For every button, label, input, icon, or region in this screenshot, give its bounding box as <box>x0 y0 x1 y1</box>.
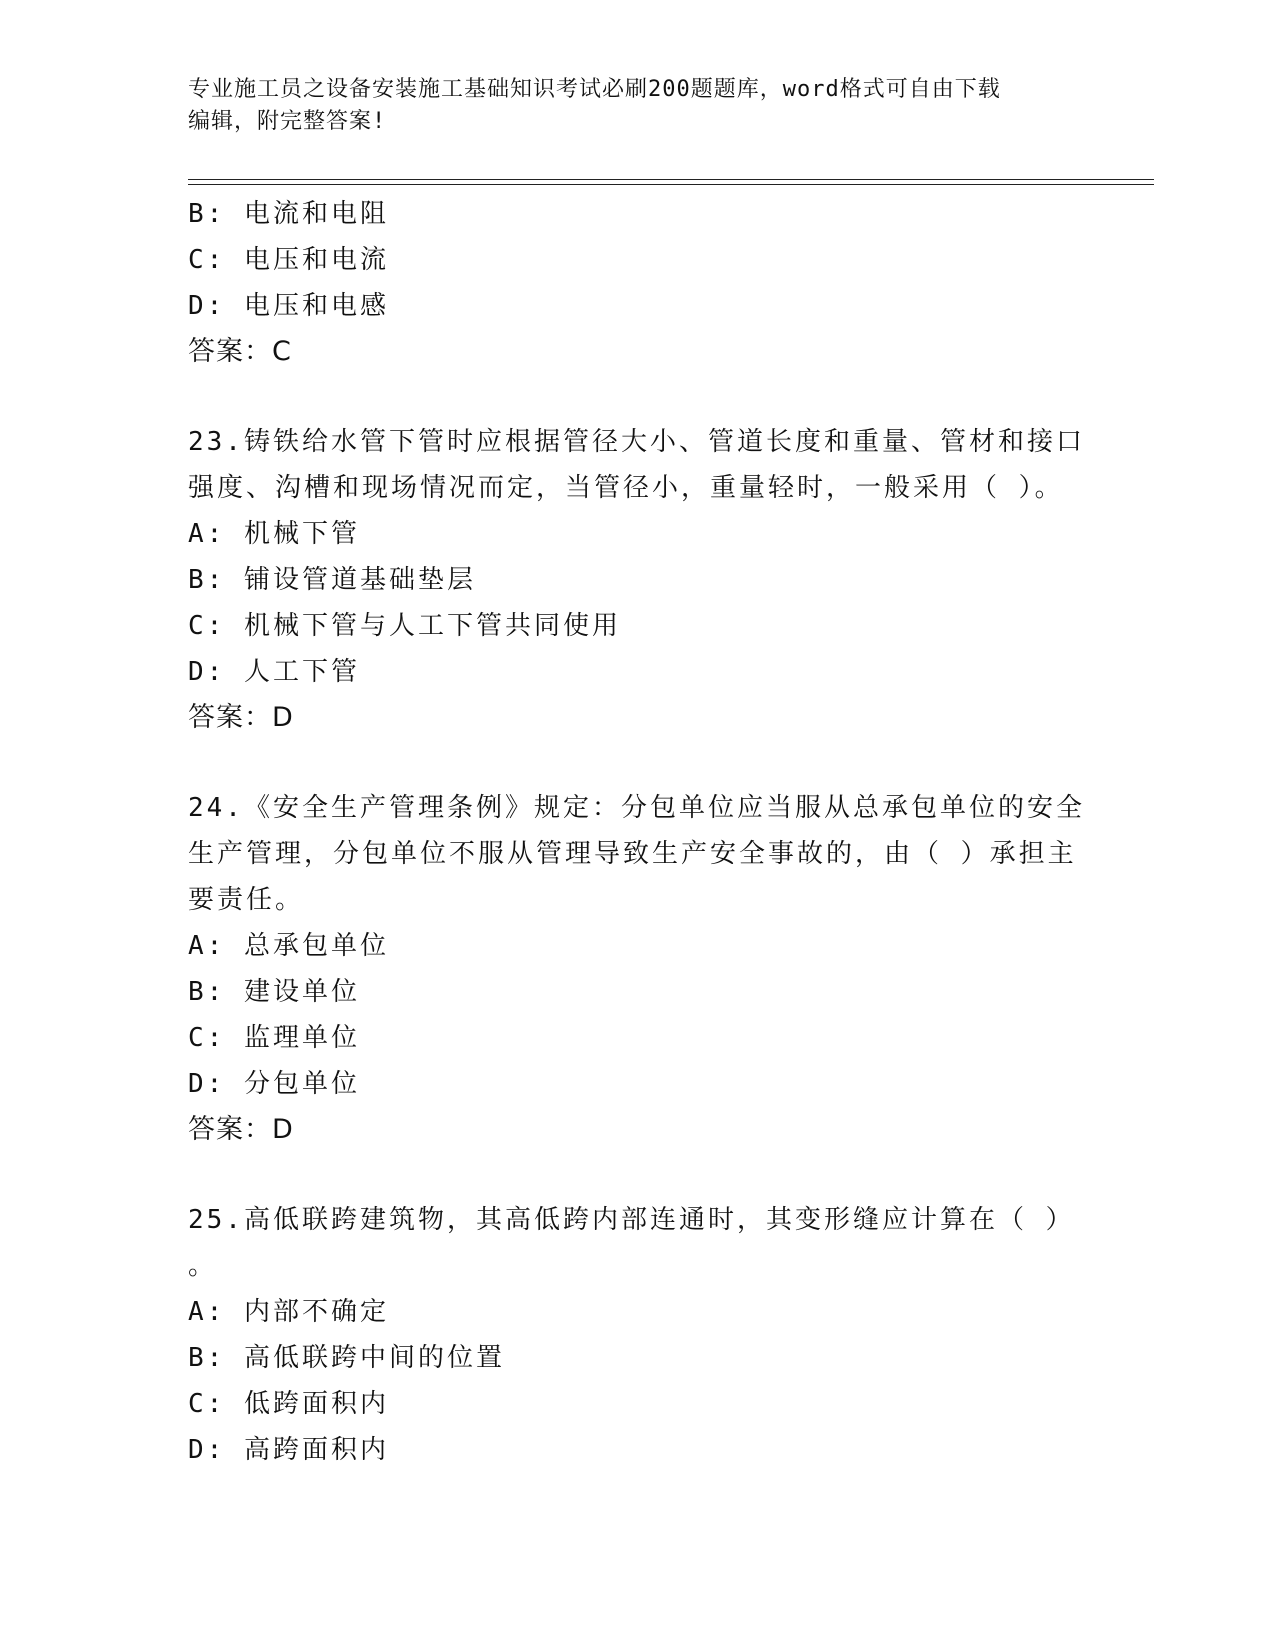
option-b: B: 高低联跨中间的位置 <box>188 1343 505 1373</box>
option-c: C: 低跨面积内 <box>188 1389 389 1419</box>
question-text-line: 23.铸铁给水管下管时应根据管径大小、管道长度和重量、管材和接口 <box>188 427 1085 457</box>
option-b: B: 铺设管道基础垫层 <box>188 565 476 595</box>
answer: 答案：C <box>188 336 292 367</box>
header-divider <box>188 184 1154 185</box>
question-text-line: 。 <box>188 1251 218 1281</box>
header-divider <box>188 179 1154 180</box>
question-24 <box>188 785 1088 1153</box>
option-d: D: 电压和电感 <box>188 291 389 321</box>
option-c: C: 监理单位 <box>188 1023 360 1053</box>
document-header <box>188 74 1088 138</box>
question-text-line: 25.高低联跨建筑物，其高低跨内部连通时，其变形缝应计算在（ ） <box>188 1205 1075 1235</box>
option-c: C: 机械下管与人工下管共同使用 <box>188 611 621 641</box>
option-a: A: 总承包单位 <box>188 931 389 961</box>
question-text-line: 24.《安全生产管理条例》规定：分包单位应当服从总承包单位的安全 <box>188 793 1085 823</box>
answer: 答案：D <box>188 702 294 733</box>
question-25 <box>188 1197 1088 1473</box>
option-d: D: 分包单位 <box>188 1069 360 1099</box>
answer: 答案：D <box>188 1114 294 1145</box>
option-a: A: 内部不确定 <box>188 1297 389 1327</box>
question-text-line: 要责任。 <box>188 885 305 915</box>
option-b: B: 建设单位 <box>188 977 360 1007</box>
option-c: C: 电压和电流 <box>188 245 389 275</box>
option-d: D: 高跨面积内 <box>188 1435 389 1465</box>
question-text-line: 生产管理，分包单位不服从管理导致生产安全事故的，由（ ）承担主 <box>188 839 1077 869</box>
header-title-line: 编辑，附完整答案! <box>188 109 387 134</box>
option-d: D: 人工下管 <box>188 657 360 687</box>
option-b: B: 电流和电阻 <box>188 199 389 229</box>
question-text-line: 强度、沟槽和现场情况而定，当管径小，重量轻时，一般采用（ ）。 <box>188 473 1064 503</box>
option-a: A: 机械下管 <box>188 519 360 549</box>
question-content <box>188 191 1088 1473</box>
header-title-line: 专业施工员之设备安装施工基础知识考试必刷200题题库，word格式可自由下载 <box>188 77 1001 102</box>
question-22 <box>188 191 1088 375</box>
question-23 <box>188 419 1088 741</box>
